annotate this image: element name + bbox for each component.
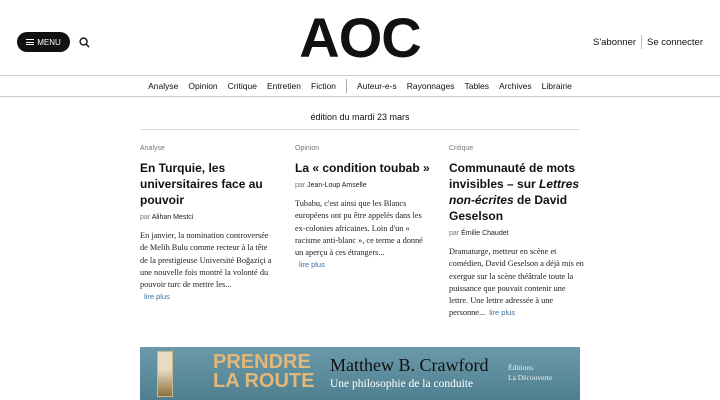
banner-subtitle: Une philosophie de la conduite [330,378,474,390]
nav-archives[interactable]: Archives [499,81,532,91]
banner-title-line: PRENDRE [213,351,311,373]
article-byline [140,214,275,221]
author-link[interactable]: Jean-Loup Amselle [307,182,367,189]
banner-title-line: LA ROUTE [213,370,315,392]
excerpt-text: Tubabu, c'est ainsi que les Blancs européens ont pu être appelés dans les ex-colonies africaines. Loin d'un « racisme anti-blanc », ce terme a donné un aperçu à ces étrangers... [295,199,423,258]
publisher-line: La Découverte [508,373,553,382]
article-category[interactable]: Critique [449,145,474,152]
article-excerpt [449,246,584,320]
read-more-link[interactable]: lire plus [144,292,170,302]
read-more-link[interactable]: lire plus [489,308,516,318]
article-byline [295,182,430,189]
article-excerpt [295,198,430,272]
logo[interactable]: AOC [299,6,421,69]
article-card [295,145,430,272]
article-title[interactable] [449,160,584,224]
by-label: par [140,214,151,221]
account-links [593,37,703,49]
excerpt-text: Dramaturge, metteur en scène et comédien, David Geselson a déjà mis en exergue sur la scène théâtrale toute la puissance que pouvait contenir une lettre. Une lettre adressée à une personne... [449,247,584,318]
author-link[interactable]: Émilie Chaudet [461,230,509,237]
title-part: de David Geselson [449,193,568,223]
banner-publisher [508,363,552,383]
article-byline [449,230,584,237]
edition-date: édition du mardi 23 mars [140,112,580,130]
article-title[interactable]: En Turquie, les universitaires face au pouvoir [140,161,263,207]
banner-title [213,353,314,391]
article-excerpt [140,230,275,304]
menu-label: MENU [37,37,61,47]
publisher-line: Éditions [508,363,534,372]
nav-fiction[interactable]: Fiction [311,81,337,91]
banner-author: Matthew B. Crawford [330,355,489,375]
nav-auteurs[interactable]: Auteur-e-s [357,81,397,91]
nav-opinion[interactable]: Opinion [188,81,218,91]
by-label: par [449,230,460,237]
main-nav [0,75,720,97]
article-title[interactable]: La « condition toubab » [295,161,430,175]
ad-banner[interactable] [140,347,580,400]
subscribe-link[interactable]: S'abonner [593,37,637,48]
excerpt-text: En janvier, la nomination controversée de Melih Bulu comme recteur à la tête de la prestigieuse Université Boğaziçi a une nouvelle fois montré la volonté du pouvoir turc de mettre les... [140,231,272,290]
title-part: Communauté de mots invisibles – sur [449,161,576,191]
read-more-link[interactable]: lire plus [299,260,325,270]
title-italic: Lettres non-écrites [449,177,580,207]
author-link[interactable]: Alihan Mestci [151,214,194,221]
nav-entretien[interactable]: Entretien [266,81,301,91]
nav-divider [346,79,347,93]
login-link[interactable]: Se connecter [647,37,703,48]
nav-rayonnages[interactable]: Rayonnages [406,81,455,91]
nav-tables[interactable]: Tables [464,81,490,91]
book-cover-image [157,351,173,397]
divider [641,35,642,49]
nav-librairie[interactable]: Librairie [541,81,572,91]
article-card [140,145,275,304]
nav-analyse[interactable]: Analyse [148,81,179,91]
nav-critique[interactable]: Critique [227,81,257,91]
by-label: par [295,182,306,189]
article-card [449,145,584,320]
article-category[interactable]: Opinion [295,145,320,152]
article-category[interactable]: Analyse [140,145,165,152]
